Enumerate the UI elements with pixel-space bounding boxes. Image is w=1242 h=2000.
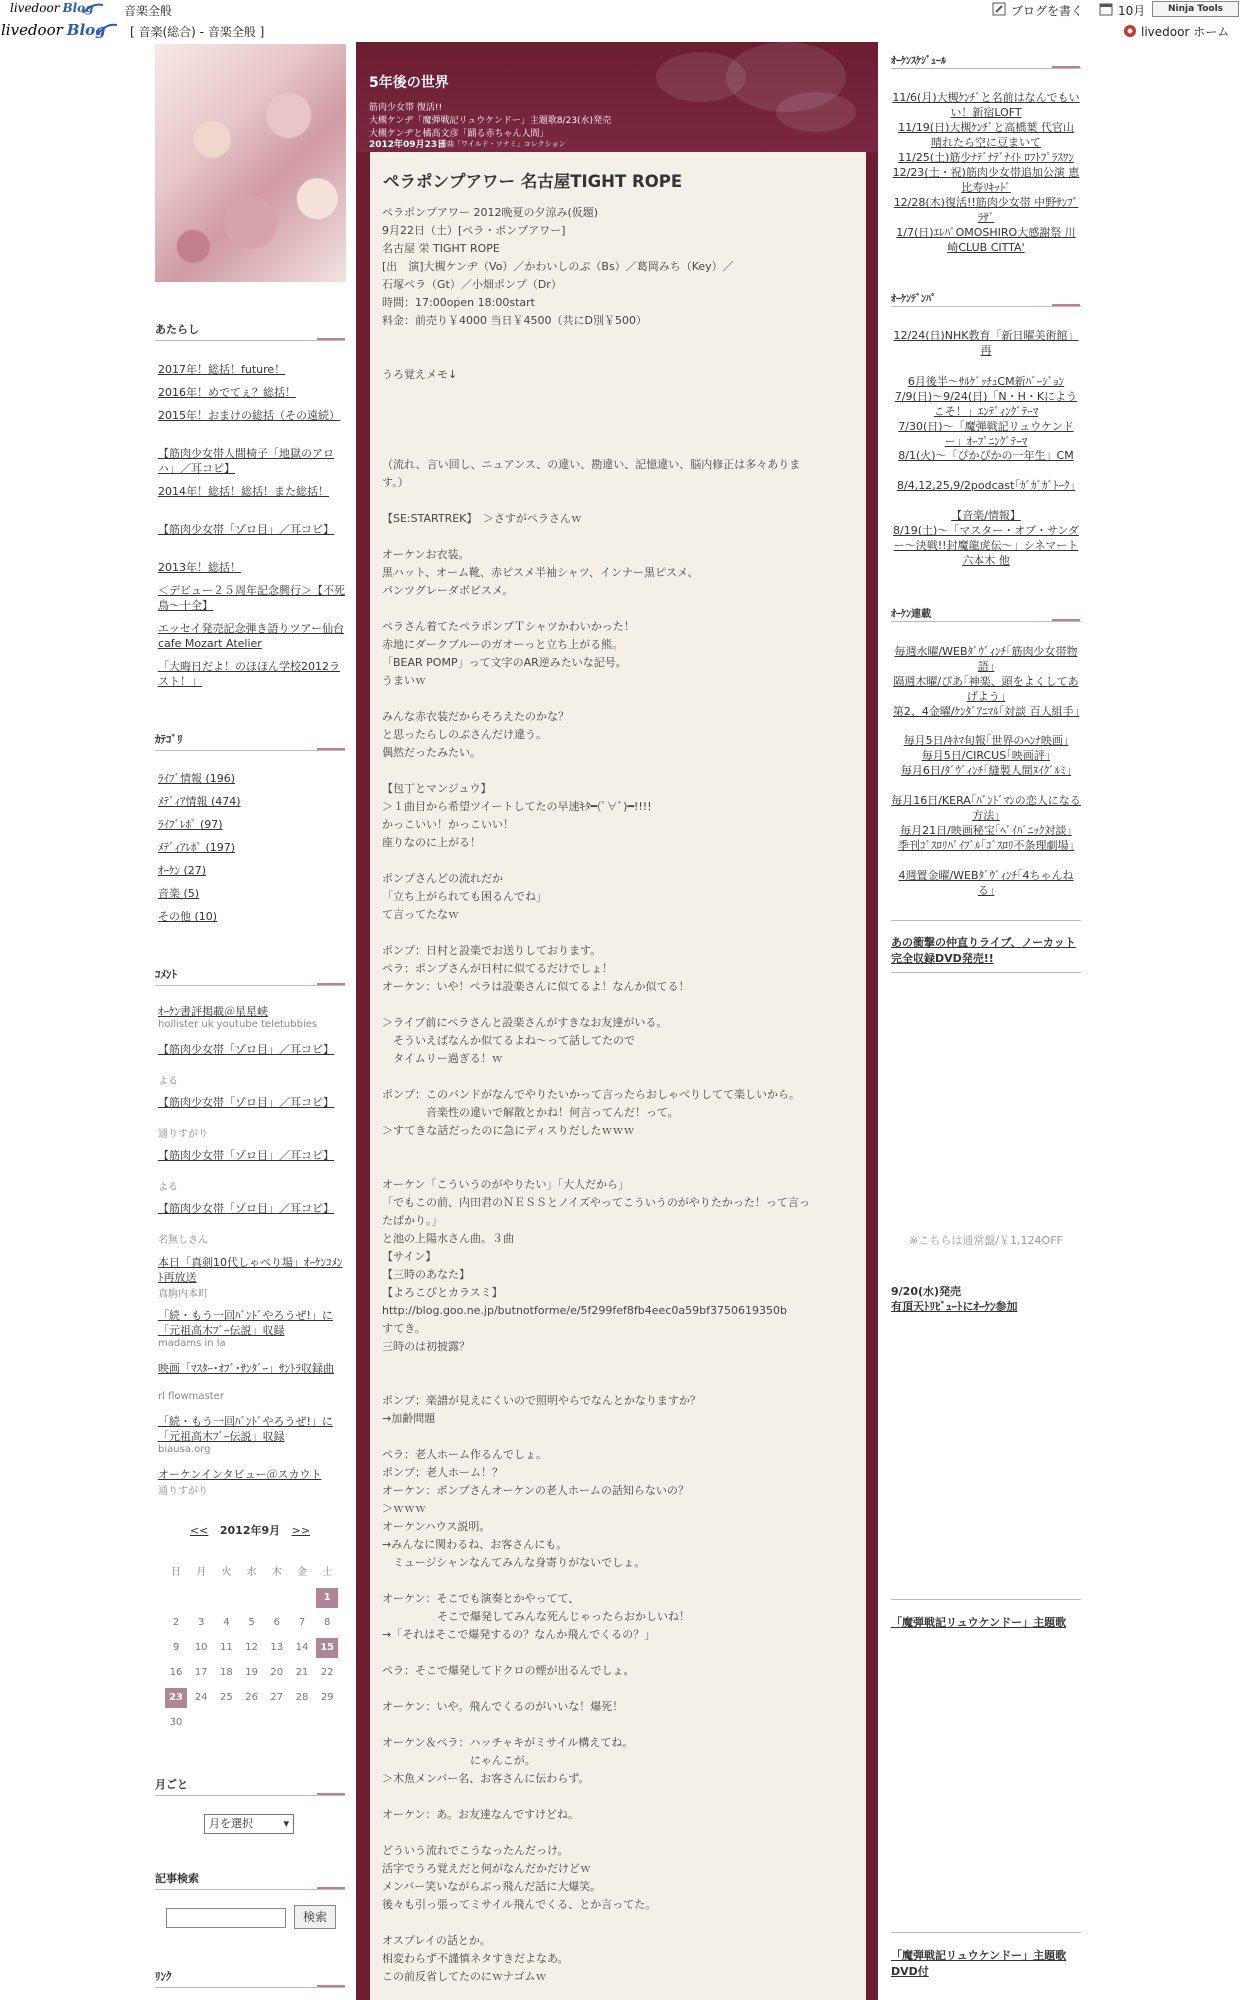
comment-author: hollister uk youtube teletubbies: [158, 1019, 318, 1030]
calendar-title: 2012年9月: [219, 1524, 281, 1537]
serial-link[interactable]: 毎月16日/KERA｢ﾊﾞﾝﾄﾞﾏﾝの恋人になる方法｣: [891, 794, 1081, 822]
livedoor-home-link[interactable]: livedoor ホーム: [1141, 25, 1230, 39]
article-line: うろ覚えメモ↓: [382, 368, 458, 381]
article-title[interactable]: ペラポンプアワー 名古屋TIGHT ROPE: [383, 172, 683, 191]
calendar-day: 14: [295, 1642, 309, 1653]
ninja-tools-badge[interactable]: Ninja Tools: [1152, 1, 1239, 17]
article-line: と思ったらしのぶさんだけ違う。: [382, 728, 547, 741]
article-line: [382, 1374, 842, 1392]
calendar-day: 18: [220, 1667, 233, 1678]
article-line: そういえばなんか似てるよね～って話してたので: [382, 1034, 635, 1047]
monthly-heading: 月ごと: [155, 1778, 188, 1791]
ondemand-link[interactable]: 8/4,12,25,9/2podcast｢ｶﾞｶﾞｶﾞﾄｰｸ｣: [897, 479, 1075, 492]
ondemand-link[interactable]: 7/9(日)～9/24(日)「N・H・Kにようこそ！」ｴﾝﾃﾞｨﾝｸﾞﾃｰﾏ: [894, 390, 1078, 418]
calendar-weekday: 月: [196, 1567, 207, 1578]
serial-heading: ｵｰｹﾝ連載: [891, 609, 931, 620]
calendar-weekday: 日: [171, 1567, 181, 1578]
schedule-link[interactable]: 12/23(土・祝)筋肉少女帯追加公演 恵比寿ﾘｷｯﾄﾞ: [892, 166, 1080, 194]
category-link[interactable]: ﾒﾃﾞｨｱﾚﾎﾟ (197): [158, 841, 236, 854]
blog-description-line: 新曲「ワイルド・ツナミ」コレクション: [440, 140, 566, 148]
article-line: 時間：17:00open 18:00start: [382, 296, 535, 309]
schedule-heading: ｵｰｹﾝｽｹｼﾞｭｰﾙ: [891, 56, 946, 67]
theme-dvd-link[interactable]: 「魔弾戦記リュウケンドー」主題歌DVD付: [891, 1949, 1067, 1978]
price-note: ※こちらは通常盤/￥1,124OFF: [909, 1234, 1063, 1247]
article-line: この前反省してたのにｗナゴムｗ: [382, 1970, 547, 1983]
article-line: ポンプ：このバンドがなんでやりたいかって言ったらおしゃべりしてて楽しいから。: [382, 1088, 800, 1101]
article-line: 音楽性の違いで解散とかね！何言ってんだ！って。: [382, 1106, 679, 1119]
serial-link[interactable]: 4週置金曜/WEBﾀﾞｳﾞｨﾝﾁ｢4ちゃんねる｣: [898, 869, 1074, 897]
article-line: ＞ｗｗｗ: [382, 1502, 426, 1515]
recent-post-link[interactable]: 2016年！めでてぇ？総括！: [158, 386, 296, 399]
serial-link[interactable]: 毎月6日/ﾀﾞｳﾞｨﾝﾁ｢縫製人間ﾇｲｸﾞﾙﾐ｣: [900, 764, 1072, 777]
calendar-nav: [155, 1522, 345, 1538]
calendar-weekday: 水: [246, 1567, 257, 1578]
article-line: オーケン：ポンプさんオーケンの老人ホームの話知らないの？: [382, 1484, 689, 1497]
category-link[interactable]: ﾒﾃﾞｨｱ情報 (474): [158, 795, 241, 808]
calendar-day: 3: [198, 1617, 205, 1628]
article-line: 「BEAR POMP」って文字のAR逆みたいな記号。: [382, 656, 627, 669]
serial-link[interactable]: 季刊ｺﾞｽﾛﾘﾊﾞｲﾌﾞﾙ｢ｺﾞｽﾛﾘ不条理劇場｣: [898, 839, 1074, 852]
category-link[interactable]: ﾗｲﾌﾞﾚﾎﾟ (97): [158, 818, 223, 831]
serial-link[interactable]: 毎月5日/CIRCUS｢映画評｣: [921, 749, 1051, 762]
floral-ornament: [776, 92, 856, 132]
ondemand-link[interactable]: 8/19(土)～「マスター・オブ・サンダー～決戦!!封魔龍虎伝～」シネマート六本木 他: [893, 524, 1079, 567]
article-line: 【よろこびとカラスミ】: [382, 1286, 503, 1299]
article-body: [382, 204, 842, 1986]
article-line: [382, 330, 842, 348]
logo-swoosh-icon: [82, 3, 104, 15]
blog-description-line: 大槻ケンヂ「魔弾戦記リュウケンドー」主題歌8/23(水)発売: [369, 116, 612, 126]
article-line: 赤地にダークブルーのガオーっと立ち上がる熊。: [382, 638, 624, 651]
comment-link[interactable]: オーケンインタビュー＠スカウト: [158, 1468, 322, 1481]
article-line: ＞すてきな話だったのに急にディスりだしたｗｗｗ: [382, 1124, 635, 1137]
heading-divider: [155, 750, 345, 751]
recent-post-link[interactable]: 【筋肉少女帯人間椅子「地獄のアロハ」／耳コピ】: [158, 447, 334, 475]
article-line: ペラ：老人ホーム作るんでしょ。: [382, 1448, 547, 1461]
post-date: 2012年09月23日: [369, 140, 447, 150]
comment-link[interactable]: 本日「真剣10代しゃべり場」ｵｰｹﾝｺﾒﾝﾄ再放送: [158, 1256, 343, 1284]
month-select[interactable]: [204, 1814, 294, 1834]
article-line: [382, 1140, 842, 1158]
article-line: すてき。: [382, 1322, 426, 1335]
recent-post-link[interactable]: ＜デビュー２５周年記念興行＞【不死鳥～十全】: [158, 584, 345, 612]
schedule-link[interactable]: 11/25(土)筋少ﾅﾃﾞﾅﾃﾞﾅｲﾄ ﾛﾌﾄﾌﾟﾗｽﾜﾝ: [898, 151, 1074, 164]
article-line: [382, 492, 842, 510]
calendar-day: 19: [245, 1667, 258, 1678]
article-line: [382, 600, 842, 618]
calendar-weekday: 火: [221, 1567, 232, 1578]
article-line: そこで爆発してみんな死んじゃったらおかしいね！: [382, 1610, 690, 1623]
article-line: [382, 438, 842, 456]
calendar-day: 2: [172, 1617, 180, 1628]
article-line: 後々も引っ張ってミサイル飛んでくる、とか言ってた。: [382, 1898, 657, 1911]
article-line: [382, 1572, 842, 1590]
ondemand-link[interactable]: 7/30(日)～「魔弾戦記リュウケンドー」ｵｰﾌﾟﾆﾝｸﾞﾃｰﾏ: [898, 420, 1074, 448]
comment-author: 真駒内本町: [158, 1289, 208, 1300]
article-line: ペラ：ポンプさんが日村に似てるだけでしょ！: [382, 962, 613, 975]
ondemand-link[interactable]: 【音楽/情報】: [951, 509, 1021, 522]
article-line: 偶然だったみたい。: [382, 746, 481, 759]
article-line: 三時のは初披露？: [382, 1340, 470, 1353]
calendar-next-link[interactable]: >>: [291, 1524, 311, 1537]
comment-author: 通りすがり: [158, 1486, 208, 1497]
calendar-day: 29: [320, 1692, 334, 1703]
calendar-day: 4: [223, 1617, 230, 1628]
calendar-day-link[interactable]: 1: [316, 1588, 338, 1608]
article-line: ポンプ：楽譜が見えにくいので照明やらでなんとかなりますか？: [382, 1394, 701, 1407]
livedoor-blog-logo[interactable]: livedoor Blog: [10, 1, 94, 15]
comment-author: 名無しさん: [158, 1235, 208, 1246]
heading-divider: [891, 306, 1081, 307]
article-line: [382, 528, 842, 546]
article-line: にゃんこが。: [382, 1754, 536, 1767]
article-line: →加齢問題: [382, 1412, 436, 1425]
calendar-day: 13: [270, 1642, 284, 1653]
heading-accent: [317, 748, 345, 750]
comment-author: よる: [158, 1076, 178, 1087]
heading-accent: [317, 338, 345, 340]
article-line: ポンプ：老人ホーム！？: [382, 1466, 503, 1479]
article-line: オーケン：あ。お友達なんですけどね。: [382, 1808, 580, 1821]
article-line: たばかり。」: [382, 1214, 443, 1227]
heading-divider: [155, 340, 345, 341]
recent-post-link[interactable]: 【筋肉少女帯「ゾロ目」／耳コピ】: [158, 523, 334, 536]
calendar-weekday: 木: [271, 1567, 282, 1578]
calendar-day: 27: [270, 1692, 284, 1703]
comment-heading: ｺﾒﾝﾄ: [155, 968, 177, 981]
comment-author: biausa.org: [158, 1444, 211, 1455]
heading-accent: [1052, 619, 1080, 621]
calendar-weekday: 金: [297, 1567, 307, 1578]
heading-divider: [891, 1932, 1081, 1933]
calendar-day: 21: [295, 1667, 309, 1678]
article-line: [382, 1356, 842, 1374]
article-line: （流れ、言い回し、ニュアンス、の違い、勘違い、記憶違い、脳内修正は多々ありま: [382, 458, 801, 471]
article-line: パンツグレーダボピスメ。: [382, 584, 514, 597]
calendar-day: 6: [273, 1617, 280, 1628]
serial-link[interactable]: 毎月21日/映画秘宝｢ﾍﾞｲﾊﾞﾆｯｸ対談｣: [900, 824, 1072, 837]
article-line: ミュージシャンなんてみんな身寄りがないでしょ。: [382, 1556, 646, 1569]
article-line: ペラさん着てたペラポンプＴシャツかわいかった！: [382, 620, 635, 633]
calendar-month-link[interactable]: 10月: [1118, 4, 1146, 18]
serial-link[interactable]: 毎月5日/ｷﾈﾏ旬報｢世界のﾍﾝﾅ映画｣: [903, 734, 1069, 747]
article-line: ペラ：そこで爆発してドクロの煙が出るんでしょ。: [382, 1664, 635, 1677]
recent-heading: あたらし: [155, 323, 199, 336]
theme-song-link[interactable]: 「魔弾戦記リュウケンドー」主題歌: [891, 1616, 1067, 1629]
heading-accent: [317, 1887, 345, 1889]
recent-post-link[interactable]: 2014年！総括！総括！また総括！: [158, 485, 329, 498]
dvd-promo-link[interactable]: あの衝撃の仲直りライブ、ノーカット完全収録DVD発売!!: [891, 936, 1076, 965]
serial-link[interactable]: 第2、4金曜/ｹﾝﾀﾞｱﾆﾏﾙ｢対談 百人組手｣: [892, 705, 1080, 718]
schedule-link[interactable]: 11/6(月)大槻ｹﾝﾁﾞと名前はなんでもいい！新宿LOFT: [892, 91, 1080, 119]
heading-divider: [155, 1795, 345, 1796]
calendar-day: 22: [320, 1667, 334, 1678]
comment-author: よる: [158, 1182, 178, 1193]
calendar-day: 30: [169, 1717, 183, 1728]
article-line: [382, 1680, 842, 1698]
calendar-day: 8: [324, 1617, 331, 1628]
schedule-link[interactable]: 1/7(日)ｴﾚﾊﾟOMOSHIRO大感謝祭 川崎CLUB CITTA': [896, 226, 1076, 254]
article-line: ＞１曲目から希望ツイートしてたの早速ｷﾀ━(ﾟ∀ﾟ)━!!!!: [382, 800, 652, 813]
heading-divider: [155, 1889, 345, 1890]
article-line: 名古屋 栄 TIGHT ROPE: [382, 242, 500, 255]
recent-post-link[interactable]: 2017年！総括！future！: [158, 363, 286, 376]
ondemand-link[interactable]: 12/24(日)NHK教育「新日曜美術館」再: [893, 329, 1079, 357]
calendar-day: 24: [194, 1692, 208, 1703]
pencil-icon: [992, 2, 1006, 16]
article-line: [382, 1716, 842, 1734]
article-line: [出 演]大槻ケンヂ（Vo）／かわいしのぶ（Bs）／葛岡みち（Key）／: [382, 260, 734, 273]
breadcrumb-bar: [0, 20, 1242, 42]
article-line: メンバー笑いながらぶっ飛んだ話に大爆笑。: [382, 1880, 602, 1893]
top-navigation-bar: [0, 0, 1242, 20]
month-select-value: 月を選択: [209, 1817, 253, 1830]
heading-divider: [891, 621, 1081, 622]
breadcrumb[interactable]: [ 音楽(総合) - 音楽全般 ]: [130, 25, 265, 39]
article-line: →「それはそこで爆発するの？なんか飛んでくるの？」: [382, 1628, 656, 1641]
article-line: [382, 1428, 842, 1446]
calendar-prev-link[interactable]: <<: [189, 1524, 209, 1537]
heading-accent: [1052, 66, 1080, 68]
calendar-day: 16: [169, 1667, 183, 1678]
comment-link[interactable]: 映画「ﾏｽﾀｰ･ｵﾌﾞ･ｻﾝﾀﾞｰ」ｻﾝﾄﾗ収録曲: [158, 1362, 334, 1375]
article-line: [382, 1068, 842, 1086]
search-button[interactable]: 検索: [294, 1905, 336, 1929]
article-line[interactable]: http://blog.goo.ne.jp/butnotforme/e/5f299fef8fb4eec0a59bf3750619350b: [382, 1304, 787, 1317]
recent-post-link[interactable]: エッセイ発売記念弾き語りツアー仙台 cafe Mozart Atelier: [158, 622, 345, 650]
comment-link[interactable]: 【筋肉少女帯「ゾロ目」／耳コピ】: [158, 1149, 334, 1162]
schedule-link[interactable]: 12/28(木)復活!!筋肉少女帯 中野ｻﾝﾌﾟﾗｻﾞ: [893, 196, 1079, 224]
blog-description-line: 筋肉少女帯 復活!!: [369, 103, 443, 113]
heading-accent: [1052, 304, 1080, 306]
calendar-day: 9: [172, 1642, 180, 1653]
article-line: オーケンお衣装。: [382, 548, 470, 561]
article-line: [382, 1788, 842, 1806]
article-line: ＞木魚メンバー名、お客さんに伝わらず。: [382, 1772, 590, 1785]
article-line: 座りなのに上がる！: [382, 836, 481, 849]
recent-post-link[interactable]: 2013年！総括！: [158, 561, 241, 574]
calendar-day: 11: [220, 1642, 233, 1653]
article-line: オーケン：そこでも演奏とかやってて、: [382, 1592, 580, 1605]
links-heading: ﾘﾝｸ: [155, 1970, 172, 1983]
article-line: 【包丁とマンジュウ】: [382, 782, 492, 795]
article-line: て言ってたなｗ: [382, 908, 459, 921]
article-line: 【サイン】: [382, 1250, 437, 1263]
heading-accent: [317, 1793, 345, 1795]
blog-title[interactable]: 5年後の世界: [369, 75, 449, 91]
article-line: ペラポンプアワー 2012晩夏の夕涼み(仮題): [382, 206, 599, 219]
article-line: [382, 348, 842, 366]
blog-description-line: 大槻ケンヂと橘高文彦「踊る赤ちゃん人間」: [369, 129, 549, 139]
article-line: オーケンハウス説明。: [382, 1520, 491, 1533]
calendar-day: 25: [220, 1692, 233, 1703]
ondemand-link[interactable]: 6月後半～ｻﾙｹﾞｯﾁｭCM新ﾊﾞｰｼﾞｮﾝ: [907, 375, 1065, 388]
article-line: 活字でうろ覚えだと何がなんだかだけどｗ: [382, 1862, 591, 1875]
article-line: [382, 924, 842, 942]
heading-divider: [891, 920, 1081, 921]
article-line: [382, 996, 842, 1014]
article-line: みんな赤衣装だからそろえたのかな？: [382, 710, 569, 723]
calendar-day: 20: [270, 1667, 284, 1678]
ondemand-link[interactable]: 8/1(火)～「ぴかぴかの一年生」CM: [898, 449, 1074, 462]
recent-post-link[interactable]: 2015年！おまけの総括（その遠続）: [158, 409, 340, 422]
comment-link[interactable]: 【筋肉少女帯「ゾロ目」／耳コピ】: [158, 1096, 334, 1109]
comment-author: madams in la: [158, 1338, 226, 1349]
comment-link[interactable]: 【筋肉少女帯「ゾロ目」／耳コピ】: [158, 1202, 334, 1215]
article-line: ＞ライブ前にペラさんと設楽さんがすきなお友達がいる。: [382, 1016, 668, 1029]
comment-link[interactable]: 【筋肉少女帯「ゾロ目」／耳コピ】: [158, 1043, 334, 1056]
article-line: 石塚ペラ（Gt）／小畑ポンプ（Dr）: [382, 278, 562, 291]
article-line: 【三時のあなた】: [382, 1268, 470, 1281]
heading-divider: [891, 972, 1081, 973]
calendar-day-link[interactable]: 15: [316, 1638, 338, 1658]
article-line: 相変わらず不謹慎ネタすきだよなあ。: [382, 1952, 569, 1965]
comment-link[interactable]: ｵｰｹﾝ書評掲載＠星星峡: [158, 1005, 268, 1018]
heading-divider: [155, 985, 345, 986]
comment-author: 通りすがり: [158, 1129, 208, 1140]
comment-link[interactable]: 「続・もう一回ﾊﾞﾝﾄﾞやろうぜ!」に「元祖高木ﾌﾞｰ伝説」収録: [158, 1415, 333, 1443]
article-line: [382, 852, 842, 870]
article-line: かっこいい！かっこいい！: [382, 818, 514, 831]
article-line: と池の上陽水さん曲。３曲: [382, 1232, 514, 1245]
write-blog-link[interactable]: ブログを書く: [1011, 4, 1084, 18]
calendar-day: 17: [194, 1667, 208, 1678]
calendar-day-link[interactable]: 23: [165, 1688, 187, 1708]
article-line: →みんなに関わるね、お客さんにも。: [382, 1538, 568, 1551]
livedoor-home-icon: [1123, 24, 1137, 38]
article-line: オーケン：いや。飛んでくるのがいいな！爆死！: [382, 1700, 624, 1713]
article-line: [382, 384, 842, 402]
article-line: [382, 402, 842, 420]
calendar-weekday: 土: [322, 1567, 333, 1578]
article-line: [382, 1158, 842, 1176]
heading-divider: [155, 1987, 345, 1988]
article-line: [382, 1824, 842, 1842]
article-line: ポンプさんどの流れだか: [382, 872, 503, 885]
calendar-day: 12: [245, 1642, 258, 1653]
serial-link[interactable]: 隔週木曜/ぴあ｢神楽、頭をよくしてあげよう｣: [893, 675, 1079, 703]
category-link[interactable]: その他 (10): [158, 910, 218, 923]
heading-divider: [891, 68, 1081, 69]
blog-header-image[interactable]: [155, 44, 346, 282]
ondemand-heading: ｵｰｹﾝﾃﾞﾝﾊﾟ: [891, 294, 936, 305]
article-line: どういう流れでこうなったんだっけ。: [382, 1844, 569, 1857]
article-line: 料金：前売り￥4000 当日￥4500（共にD別￥500）: [382, 314, 647, 327]
schedule-link[interactable]: 11/19(日)大槻ｹﾝﾁﾞと高橋葉 代官山 晴れたら空に豆まいて: [898, 121, 1074, 149]
category-link[interactable]: ｵｰｹﾝ (27): [158, 864, 207, 877]
search-input[interactable]: [166, 1908, 286, 1928]
release-date: 9/20(水)発売: [891, 1285, 962, 1298]
calendar-day: 28: [295, 1692, 309, 1703]
serial-link[interactable]: 毎週水曜/WEBﾀﾞｳﾞｨﾝﾁ｢筋肉少女帯物語｣: [894, 645, 1078, 673]
article-line: 9月22日（土）[ペラ・ポンプアワー]: [382, 224, 566, 237]
article-line: [382, 1644, 842, 1662]
category-link[interactable]: 音楽全般: [124, 4, 173, 18]
search-heading: 記事検索: [155, 1872, 199, 1885]
article-line: [382, 762, 842, 780]
heading-divider: [891, 1599, 1081, 1600]
calendar-day: 7: [298, 1617, 306, 1628]
article-line: 黒ハット、オーム靴、赤ピスメ半袖シャツ、インナー黒ピスメ、: [382, 566, 699, 579]
article-line: 【SE:STARTREK】 ＞さすがペラさんｗ: [382, 512, 582, 525]
article-line: うまいｗ: [382, 674, 426, 687]
article-line: 「立ち上がられても困るんでね」: [382, 890, 547, 903]
category-link[interactable]: 音楽 (5): [158, 887, 200, 900]
article-line: [382, 690, 842, 708]
article-line: ポンプ：日村と設楽でお送りしております。: [382, 944, 602, 957]
heading-accent: [317, 1985, 345, 1987]
tribute-link[interactable]: 有頂天ﾄﾘﾋﾞｭｰﾄにｵｰｹﾝ参加: [891, 1300, 1018, 1313]
article-line: 「でもこの前、内田君のＮＥＳＳとノイズやってこういうのがやりたかった！って言っ: [382, 1196, 810, 1209]
article-line: タイムリー過ぎる！ｗ: [382, 1052, 503, 1065]
recent-post-link[interactable]: 「大晦日だよ！のほほん学校2012ラスト！」: [158, 660, 340, 688]
livedoor-blog-logo-large[interactable]: livedoor Blog: [1, 21, 106, 39]
logo-swoosh-icon: [96, 23, 118, 37]
calendar-day: 26: [245, 1692, 258, 1703]
article-line: オスプレイの話とか。: [382, 1934, 491, 1947]
category-link[interactable]: ﾗｲﾌﾞ情報 (196): [158, 772, 236, 785]
article-line: [382, 1914, 842, 1932]
calendar-icon: [1099, 2, 1113, 16]
comment-link[interactable]: 「続・もう一回ﾊﾞﾝﾄﾞやろうぜ!」に「元祖高木ﾌﾞｰ伝説」収録: [158, 1309, 333, 1337]
article-line: オーケン＆ペラ：ハッチャキがミサイル構えてね。: [382, 1736, 634, 1749]
calendar-day: 5: [248, 1617, 255, 1628]
article-line: オーケン「こういうのがやりたい」「大人だから」: [382, 1178, 629, 1191]
chevron-down-icon: ▾: [283, 1817, 289, 1830]
article-line: [382, 420, 842, 438]
heading-accent: [317, 983, 345, 985]
calendar-day: 10: [194, 1642, 208, 1653]
article-line: オーケン：いや！ペラは設楽さんに似てるよ！なんか似てる！: [382, 980, 690, 993]
comment-author: rl flowmaster: [158, 1391, 224, 1402]
article-line: す。）: [382, 476, 409, 489]
category-heading: ｶﾃｺﾞﾘ: [155, 733, 183, 746]
